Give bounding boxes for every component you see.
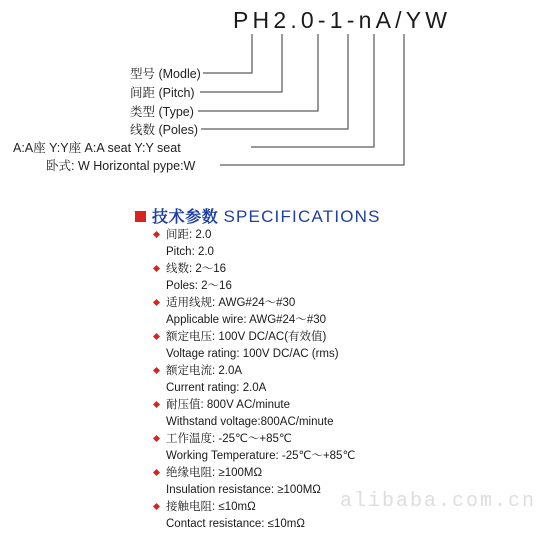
spec-item-poles (152, 261, 355, 295)
heading-cn: 技术参数 (152, 209, 219, 226)
callout-poles: 线数 (Poles) (130, 123, 199, 137)
spec-item-temperature (152, 431, 355, 465)
spec-cn: 额定电流: 2.0A (166, 365, 243, 377)
spec-item-pitch (152, 227, 355, 261)
spec-en: Voltage rating: 100V DC/AC (rms) (166, 348, 339, 360)
spec-item-withstand (152, 397, 355, 431)
spec-item-wire (152, 295, 355, 329)
spec-item-voltage (152, 329, 355, 363)
spec-en: Applicable wire: AWG#24～#30 (166, 314, 327, 326)
spec-en: Insulation resistance: ≥100MΩ (166, 484, 321, 496)
spec-item-contact (152, 499, 355, 533)
spec-item-insulation (152, 465, 355, 499)
callout-pitch: 间距 (Pitch) (130, 86, 195, 100)
callout-seat: A:A座 Y:Y座 A:A seat Y:Y seat (13, 141, 181, 155)
spec-cn: 间距: 2.0 (166, 229, 212, 241)
spec-en: Working Temperature: -25℃～+85℃ (166, 450, 356, 462)
specifications-heading (135, 204, 381, 227)
spec-cn: 绝缘电阻: ≥100MΩ (166, 467, 263, 479)
spec-cn: 接触电阻: ≤10mΩ (166, 501, 256, 513)
spec-item-current (152, 363, 355, 397)
part-number-code: PH2.0-1-nA/YW (233, 7, 452, 33)
heading-bullet-icon (135, 211, 146, 222)
spec-en: Poles: 2～16 (166, 280, 232, 292)
spec-en: Contact resistance: ≤10mΩ (166, 518, 305, 530)
spec-en: Withstand voltage:800AC/minute (166, 416, 334, 428)
spec-cn: 适用线规: AWG#24～#30 (166, 297, 296, 309)
heading-en: SPECIFICATIONS (223, 207, 381, 226)
spec-cn: 额定电压: 100V DC/AC(有效值) (166, 331, 327, 343)
callout-model: 型号 (Modle) (130, 67, 201, 81)
callout-type: 类型 (Type) (130, 105, 194, 119)
spec-en: Current rating: 2.0A (166, 382, 267, 394)
spec-cn: 线数: 2～16 (166, 263, 227, 275)
spec-cn: 工作温度: -25℃～+85℃ (166, 433, 292, 445)
watermark: alibaba.com.cn (340, 490, 536, 513)
callout-horizontal: 卧式: W Horizontal pype:W (46, 159, 196, 173)
specifications-list (152, 227, 355, 533)
spec-cn: 耐压值: 800V AC/minute (166, 399, 290, 411)
spec-en: Pitch: 2.0 (166, 246, 214, 258)
